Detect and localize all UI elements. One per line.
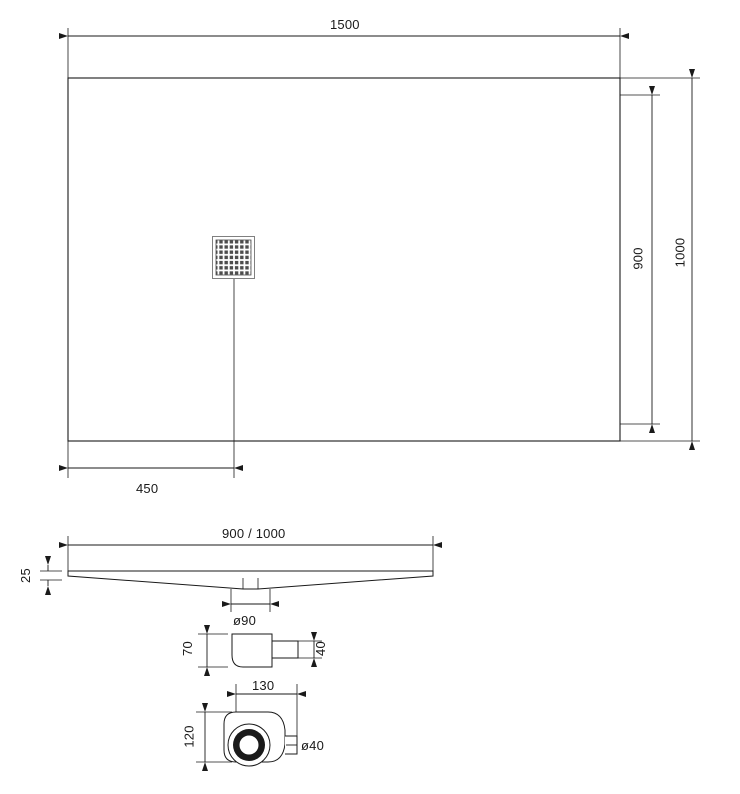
plan-view-geometry: [68, 78, 620, 441]
section-drain-diameter-label: ø90: [233, 613, 257, 628]
trap-plan-geometry: [224, 712, 297, 766]
plan-outer-height-label: 1000: [672, 237, 688, 268]
plan-width-dimension: [68, 28, 620, 78]
trap-side-geometry: [232, 634, 298, 667]
section-drain-diameter-dimension: [231, 589, 270, 612]
trap-plan-width-label: 130: [252, 678, 275, 693]
trap-side-height-label: 70: [179, 641, 195, 656]
plan-width-label: 1500: [330, 17, 360, 32]
section-width-label: 900 / 1000: [222, 526, 286, 541]
trap-plan-depth-label: 120: [181, 725, 197, 748]
section-thickness-dimension: [40, 565, 62, 586]
section-thickness-label: 25: [17, 568, 33, 583]
trap-plan-outlet-diameter-label: ø40: [301, 738, 325, 753]
plan-inner-height-label: 900: [630, 247, 646, 270]
trap-side-height-dimension: [198, 634, 228, 667]
section-width-dimension: [68, 536, 433, 571]
section-view-geometry: [68, 571, 433, 589]
trap-side-outlet-label: 40: [312, 641, 328, 656]
plan-drain-offset-label: 450: [136, 481, 159, 496]
